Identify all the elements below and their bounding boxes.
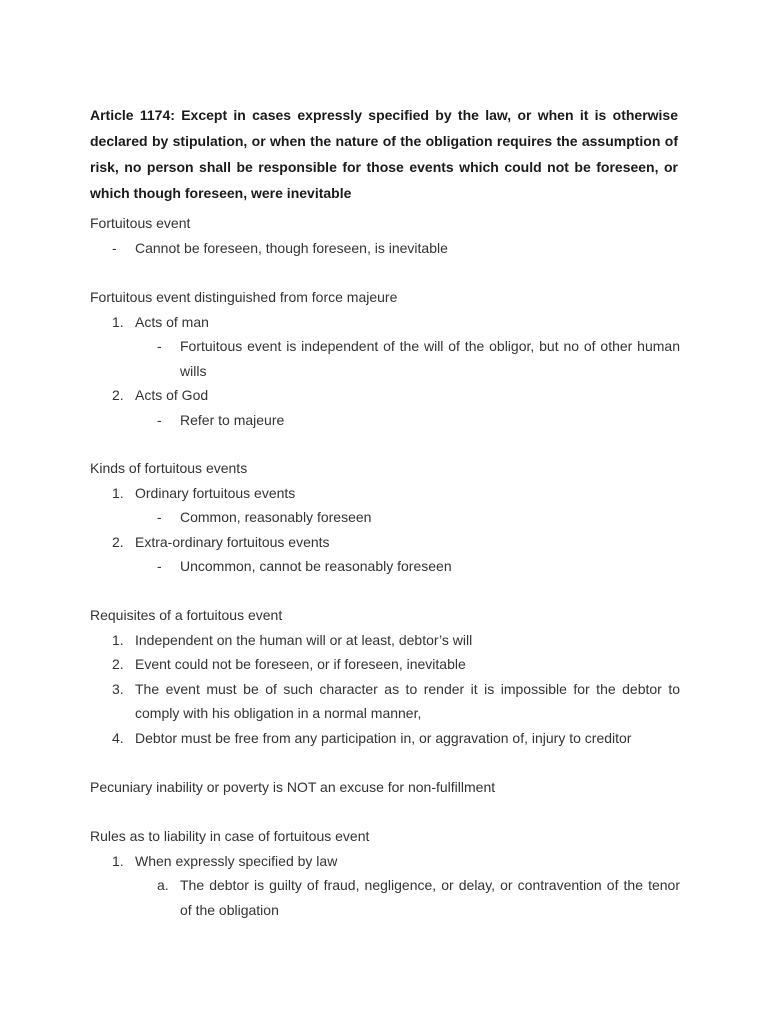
section-fortuitous-event [90, 211, 680, 260]
number-marker: 2. [112, 533, 124, 550]
section-rules [90, 824, 680, 922]
list-item [90, 310, 680, 335]
list-item-text: Acts of man [135, 313, 209, 330]
list-item-text: Refer to majeure [180, 411, 285, 428]
section-pecuniary [90, 775, 680, 800]
sub-list-item [90, 873, 680, 922]
pecuniary-statement: Pecuniary inability or poverty is NOT an excuse for non-fulfillment [90, 779, 496, 795]
sub-list-item [90, 334, 680, 383]
numbered-list [90, 849, 680, 923]
list-item-text: Extra-ordinary fortuitous events [135, 533, 330, 550]
section-heading: Fortuitous event [90, 215, 191, 231]
bullet-list [90, 236, 680, 261]
article-1174-text: Article 1174: Except in cases expressly specified by the law, or when it is otherwise declared by stipulation, or when the nature of the obligation requires the assumption of risk, no person shall be responsible for those events which could not be foreseen, or which though foreseen, were inevitable [90, 107, 678, 201]
list-item-text: Event could not be foreseen, or if foreseen, inevitable [135, 656, 466, 672]
list-item [90, 726, 680, 751]
number-marker: 1. [112, 631, 124, 648]
list-item-text: Acts of God [135, 387, 209, 403]
list-item [90, 628, 680, 653]
list-item [90, 849, 680, 874]
section-requisites [90, 603, 680, 750]
section-heading: Kinds of fortuitous events [90, 460, 248, 476]
list-item [90, 481, 680, 506]
letter-marker: a. [157, 877, 169, 893]
list-item [90, 383, 680, 408]
list-item-text: The debtor is guilty of fraud, negligence, or delay, or contravention of the tenor of the obligation [180, 877, 680, 918]
list-item [90, 236, 680, 261]
list-item-text: Ordinary fortuitous events [135, 484, 296, 501]
number-marker: 2. [112, 656, 124, 672]
section-heading: Rules as to liability in case of fortuitous event [90, 828, 370, 844]
number-marker: 1. [112, 484, 124, 501]
numbered-list [90, 481, 680, 579]
dash-marker: - [112, 239, 117, 256]
number-marker: 4. [112, 729, 124, 746]
dash-marker: - [157, 558, 162, 574]
sub-list-item [90, 505, 680, 530]
list-item [90, 652, 680, 677]
number-marker: 2. [112, 387, 124, 403]
list-item-text: The event must be of such character as to render it is impossible for the debtor to comply with his obligation in a normal manner, [135, 680, 680, 721]
list-item-text: Fortuitous event is independent of the will of the obligor, but no of other human wills [180, 338, 680, 379]
numbered-list [90, 310, 680, 433]
list-item-text: When expressly specified by law [135, 852, 338, 869]
list-item-text: Debtor must be free from any participation in, or aggravation of, injury to creditor [135, 729, 632, 746]
section-heading: Requisites of a fortuitous event [90, 607, 283, 623]
section-force-majeure [90, 285, 680, 432]
number-marker: 3. [112, 680, 124, 697]
list-item-text: Uncommon, cannot be reasonably foreseen [180, 558, 452, 574]
sub-list-item [90, 408, 680, 433]
section-heading: Fortuitous event distinguished from force majeure [90, 289, 398, 305]
dash-marker: - [157, 411, 162, 428]
section-kinds [90, 456, 680, 579]
list-item [90, 530, 680, 555]
list-item-text: Independent on the human will or at least, debtor’s will [135, 631, 473, 648]
numbered-list [90, 628, 680, 751]
list-item-text: Common, reasonably foreseen [180, 509, 372, 525]
list-item [90, 677, 680, 726]
sub-list-item [90, 554, 680, 579]
dash-marker: - [157, 509, 162, 525]
dash-marker: - [157, 338, 162, 354]
list-item-text: Cannot be foreseen, though foreseen, is inevitable [135, 239, 448, 256]
number-marker: 1. [112, 852, 124, 869]
number-marker: 1. [112, 313, 124, 330]
